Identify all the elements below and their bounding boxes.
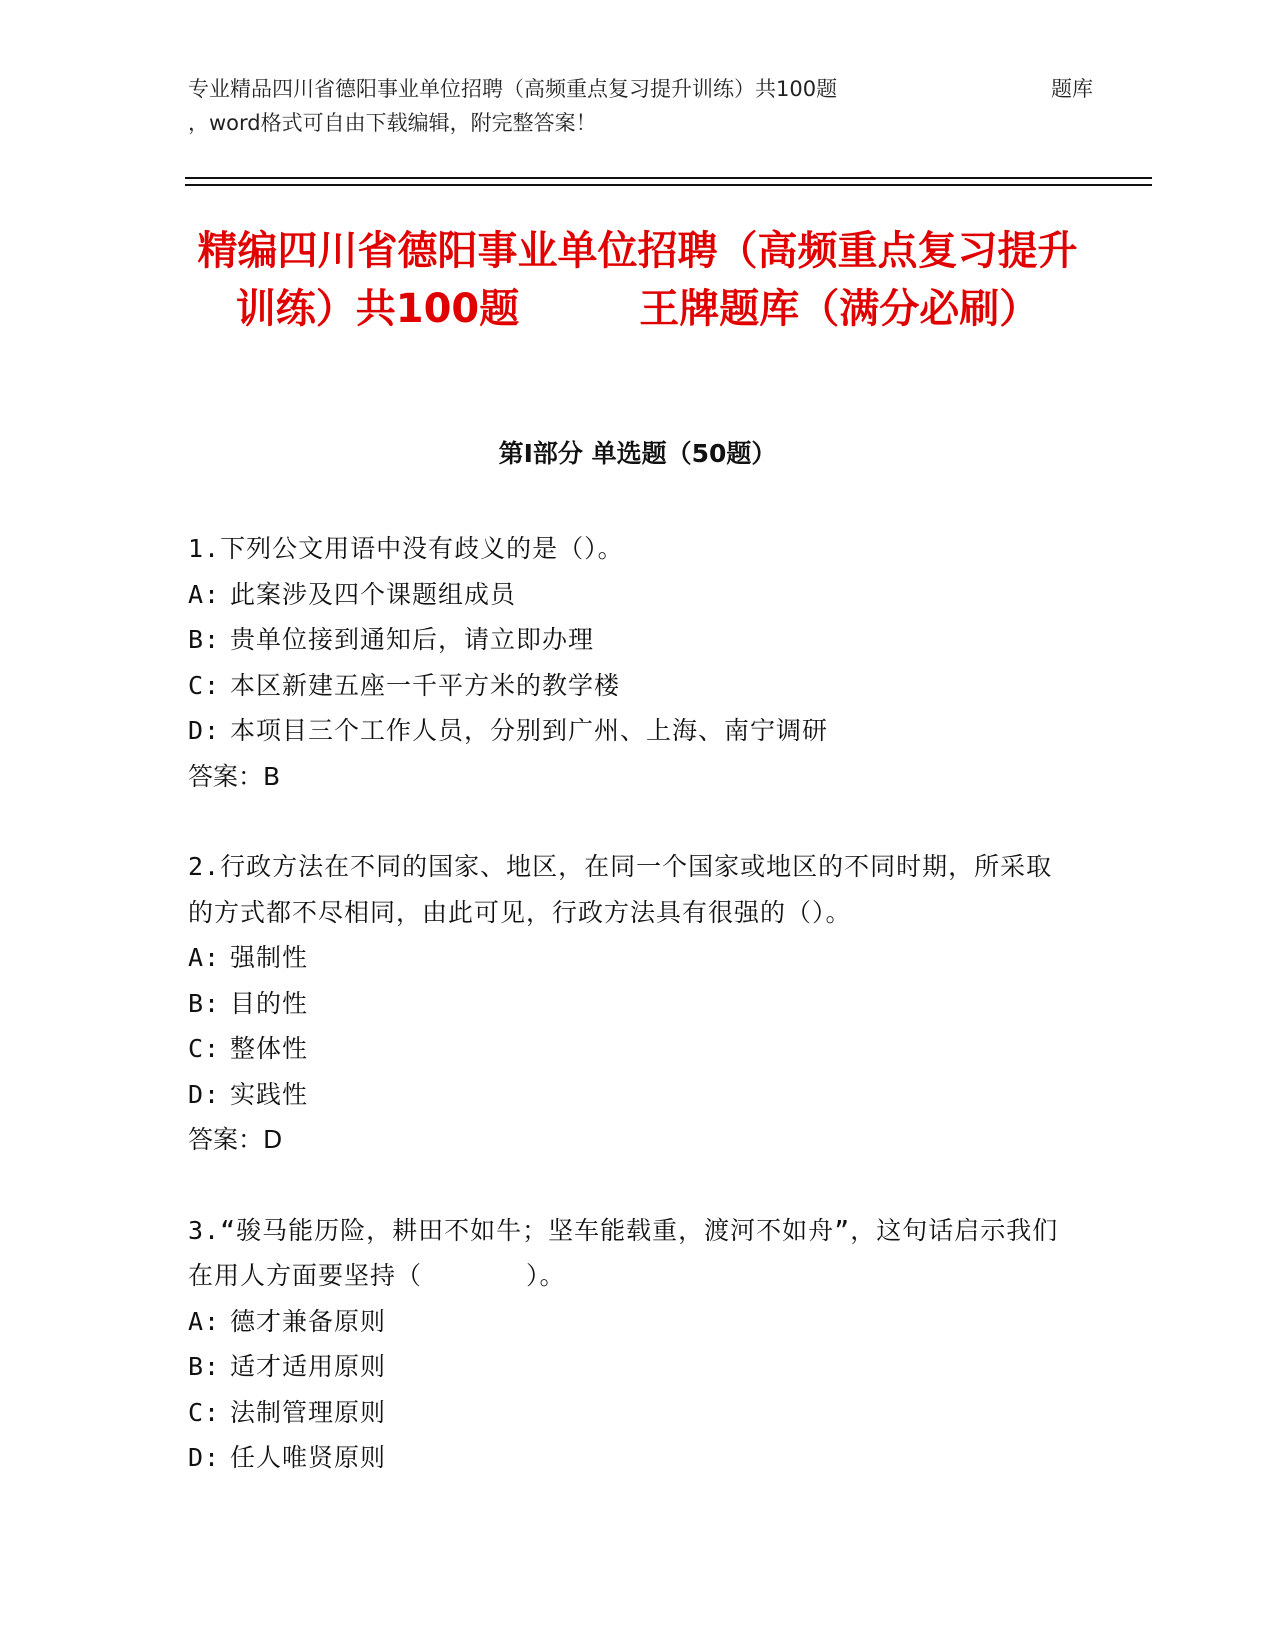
- question-2: [188, 844, 1078, 1163]
- option-d: [188, 1435, 1078, 1481]
- option-a: [188, 935, 1078, 981]
- option-b: [188, 617, 1078, 663]
- header-line-2: ，word格式可自由下载编辑，附完整答案！: [188, 111, 597, 135]
- answer-line: 答案：D: [188, 1125, 283, 1154]
- option-text: 本区新建五座一千平方米的教学楼: [230, 670, 621, 700]
- header-divider-thin: [185, 177, 1152, 179]
- option-b: [188, 981, 1078, 1027]
- option-text: 整体性: [230, 1034, 309, 1063]
- option-letter: A:: [188, 579, 221, 609]
- option-letter: D:: [188, 1443, 221, 1472]
- header-divider-thick: [185, 184, 1152, 186]
- option-text: 法制管理原则: [230, 1397, 387, 1427]
- option-letter: D:: [188, 1079, 221, 1109]
- option-text: 强制性: [230, 943, 309, 972]
- option-letter: B:: [188, 988, 221, 1018]
- option-letter: C:: [188, 1034, 221, 1063]
- option-text: 目的性: [230, 988, 309, 1018]
- question-text: 3.“骏马能历险，耕田不如牛；坚车能载重，渡河不如舟”，这句话启示我们在用人方面要坚持（ ）。: [188, 1215, 1059, 1290]
- option-text: 德才兼备原则: [230, 1306, 387, 1336]
- question-3: [188, 1208, 1078, 1481]
- document-title: 精编四川省德阳事业单位招聘（高频重点复习提升训练）共100题 王牌题库（满分必刷）: [197, 228, 1078, 332]
- option-c: [188, 663, 1078, 709]
- section-title: 第Ⅰ部分 单选题（50题）: [498, 439, 777, 468]
- option-text: 任人唯贤原则: [230, 1443, 387, 1472]
- question-text: 2.行政方法在不同的国家、地区，在同一个国家或地区的不同时期，所采取的方式都不尽相同，由此可见，行政方法具有很强的（）。: [188, 852, 1053, 927]
- option-text: 适才适用原则: [230, 1352, 387, 1381]
- page-header: [188, 72, 1093, 140]
- header-line-1: [188, 72, 1093, 106]
- header-right-label: 题库: [1051, 77, 1093, 101]
- option-text: 本项目三个工作人员，分别到广州、上海、南宁调研: [230, 716, 829, 745]
- option-text: 实践性: [230, 1079, 309, 1109]
- option-letter: A:: [188, 1306, 221, 1336]
- answer-line: 答案：B: [188, 761, 281, 791]
- option-c: [188, 1026, 1078, 1072]
- option-letter: C:: [188, 1397, 221, 1427]
- option-b: [188, 1344, 1078, 1390]
- option-letter: D:: [188, 716, 221, 745]
- option-letter: C:: [188, 670, 221, 700]
- option-text: 贵单位接到通知后，请立即办理: [230, 625, 595, 654]
- option-c: [188, 1390, 1078, 1436]
- option-a: [188, 1299, 1078, 1345]
- option-d: [188, 708, 1078, 754]
- question-list: [188, 526, 1078, 1526]
- option-text: 此案涉及四个课题组成员: [230, 579, 517, 609]
- option-a: [188, 572, 1078, 618]
- option-letter: B:: [188, 1352, 221, 1381]
- option-d: [188, 1072, 1078, 1118]
- question-1: [188, 526, 1078, 799]
- question-text: 1.下列公文用语中没有歧义的是（）。: [188, 534, 624, 563]
- option-letter: B:: [188, 625, 221, 654]
- header-document-title: 专业精品四川省德阳事业单位招聘（高频重点复习提升训练）共100题: [188, 77, 838, 101]
- option-letter: A:: [188, 943, 221, 972]
